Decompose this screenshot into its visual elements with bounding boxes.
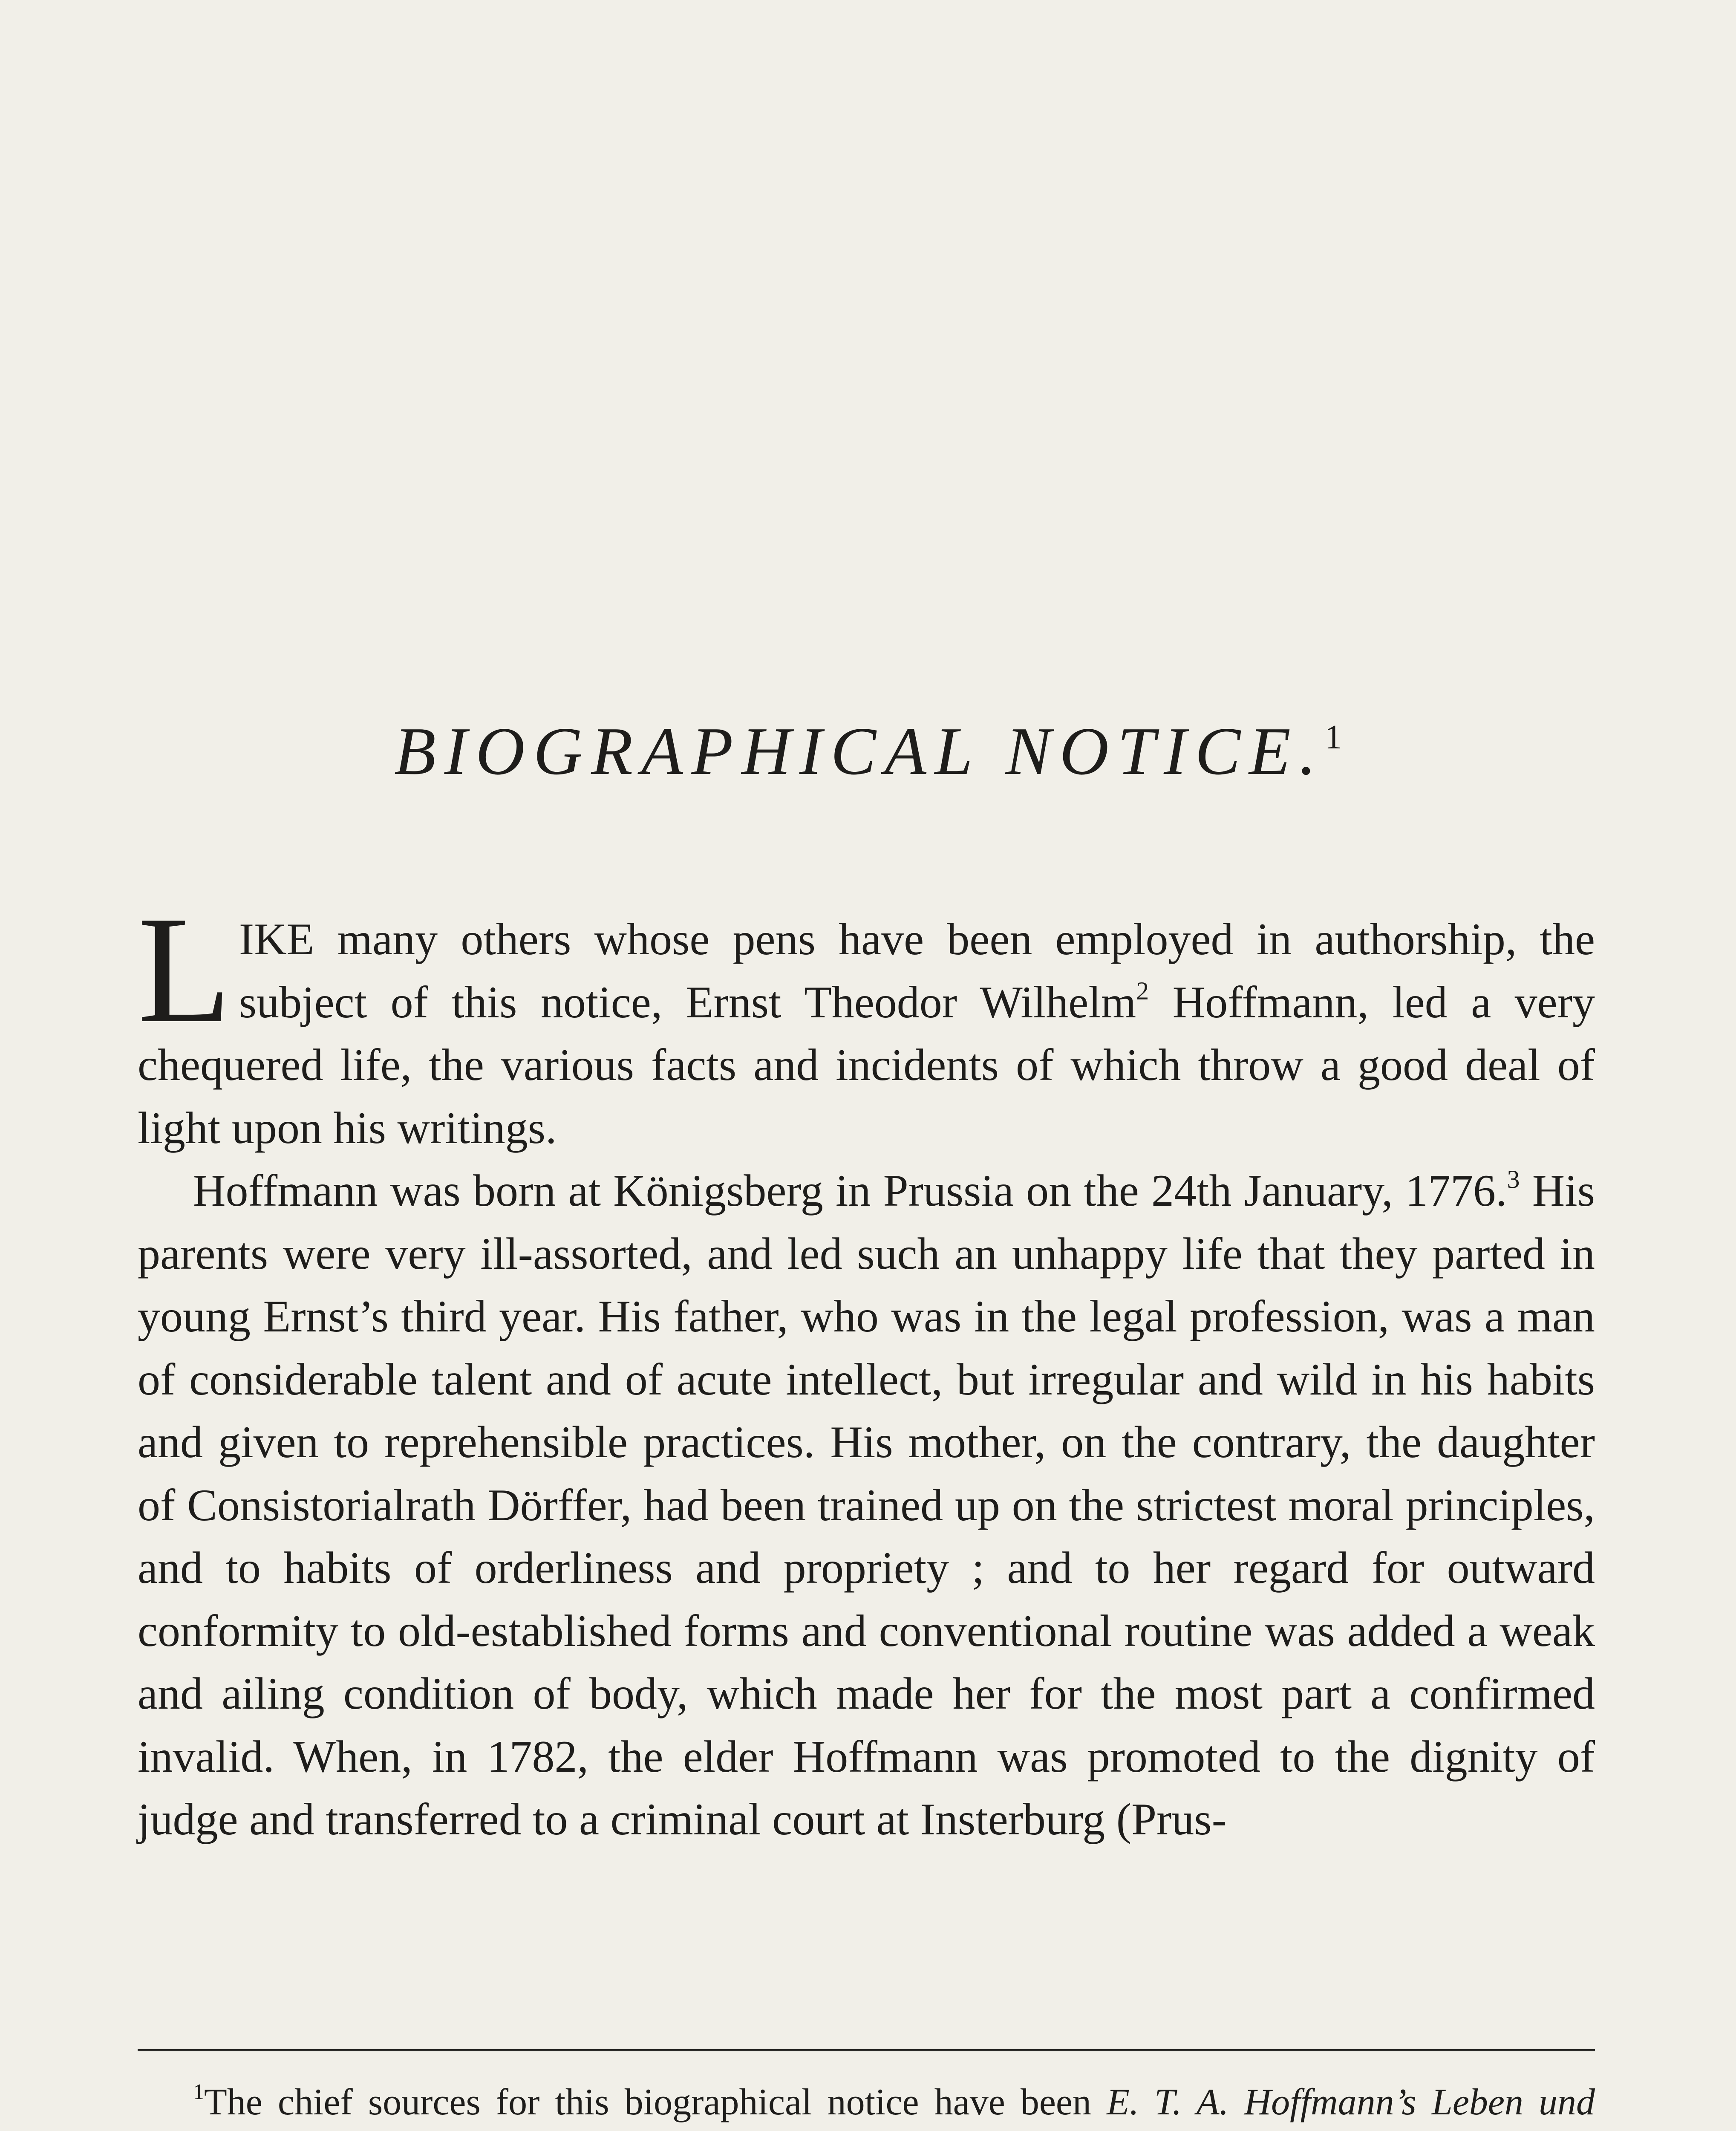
paragraph-2-text-cont: His parents were very ill-assorted, and led such an unhappy life that they parted in young Ernst’s third year. His father, who was in the legal profession, was a man of considerable talent and of acute intellect, but irregular and wild in his habits and given to reprehensible practices. His mother, on the contrary, the daughter of Consistorialrath Dörffer, had been trained up on the strictest moral principles, and to habits of orderliness and propriety ; and to her regard for outward conformity to old-established forms and conventional routine was added a weak and ailing condition of body, which made her for the most part a confirmed invalid. When, in 1782, the elder Hoffmann was promoted to the dignity of judge and transferred to a criminal court at Insterburg (Prus- xyxy=(138,1166,1595,1844)
paragraph-2 xyxy=(138,1159,1595,1851)
paragraph-1-text: IKE many others whose pens have been employed in authorship, the subject of this notice, Ernst Theodor Wilhelm xyxy=(239,914,1595,1027)
page-title xyxy=(0,695,1736,794)
footnote-ref-3: 3 xyxy=(1507,1165,1520,1193)
footnote-1 xyxy=(138,2076,1595,2131)
title-text: BIOGRAPHICAL NOTICE. xyxy=(394,713,1325,789)
footnote-mark: 1 xyxy=(193,2080,204,2104)
body-text xyxy=(138,884,1595,1851)
paragraph-1-text-cont: Hoffmann, led a very chequered life, the various facts and incidents of which throw a good deal of light upon his writings. xyxy=(138,977,1595,1153)
footnote-text: The chief sources for this biographical notice have been xyxy=(204,2082,1107,2123)
footnote-citation: E. T. A. Hoffmann’s Leben und xyxy=(1107,2082,1595,2123)
footnote-ref-2: 2 xyxy=(1136,976,1149,1005)
drop-cap: L xyxy=(138,884,231,1054)
footnote-divider xyxy=(138,2049,1595,2051)
paragraph-2-text: Hoffmann was born at Königsberg in Prussia on the 24th January, 1776. xyxy=(193,1166,1507,1216)
footnotes xyxy=(138,2076,1595,2131)
paragraph-1 xyxy=(138,884,1595,1159)
title-footnote-mark: 1 xyxy=(1324,719,1342,756)
